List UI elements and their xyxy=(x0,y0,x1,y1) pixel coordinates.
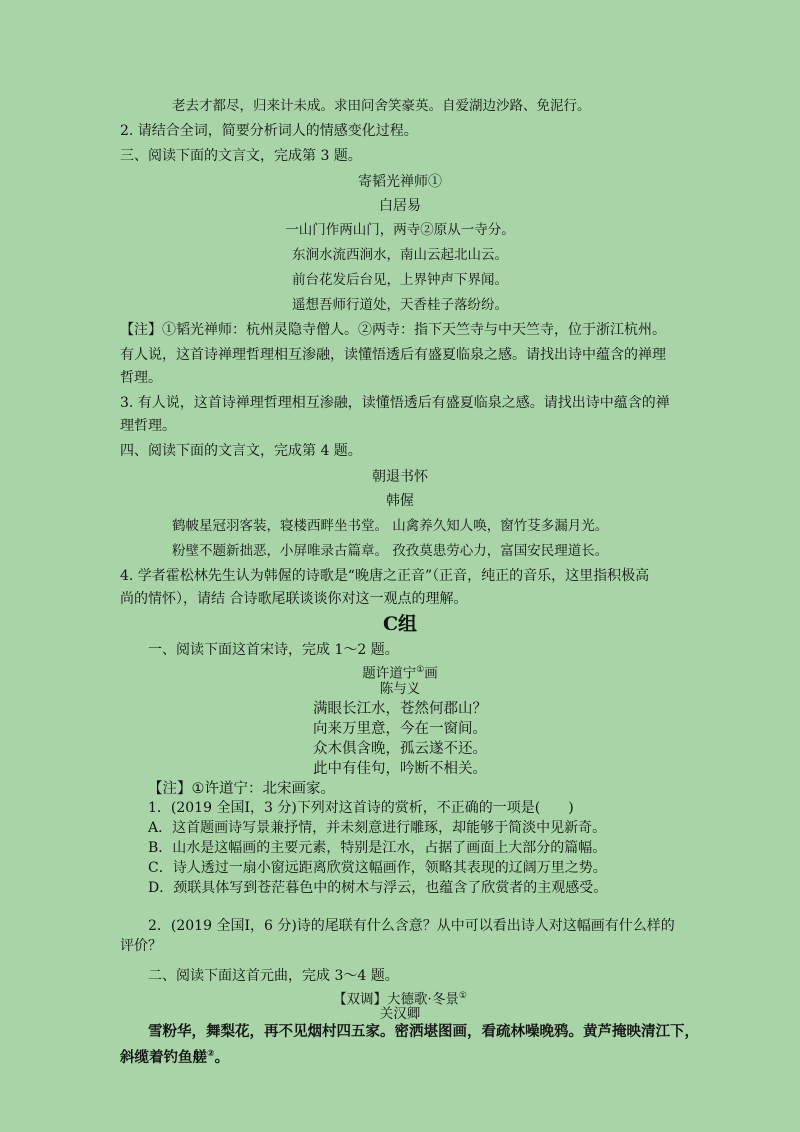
poem1-line-4: 遥想吾师行道处，天香桂子落纷纷。 xyxy=(292,297,508,313)
question-3: 3. 有人说，这首诗禅理哲理相互渗融，读懂悟透后有盛夏临泉之感。请找出诗中蕴含的禅 xyxy=(120,395,670,411)
option-a: A．这首题画诗写景兼抒情，并未刻意进行雕琢，却能够于简淡中见新奇。 xyxy=(148,820,607,836)
question-4: 4. 学者霍松林先生认为韩偓的诗歌是“晚唐之正音”（正音，纯正的音乐，这里指积极高 xyxy=(120,568,650,584)
option-d: D．颈联具体写到苍茫暮色中的树木与浮云，也蕴含了欣赏者的主观感受。 xyxy=(148,880,608,896)
yuan-qu-line-1: 雪粉华，舞梨花，再不见烟村四五家。密洒堪图画，看疏林噪晚鸦。黄芦掩映清江下， xyxy=(148,1024,699,1040)
option-b: B．山水是这幅画的主要元素，特别是江水，占据了画面上大部分的篇幅。 xyxy=(148,840,607,856)
section-4-heading: 四、阅读下面的文言文，完成第 4 题。 xyxy=(120,443,362,459)
song-poem-line-3: 众木俱含晚，孤云遂不还。 xyxy=(313,741,487,757)
yuan-qu-author: 关汉卿 xyxy=(379,1006,421,1022)
song-poem-title-end: 画 xyxy=(424,665,438,682)
poem1-title: 寄韬光禅师① xyxy=(358,174,442,190)
footnote-marker: ② xyxy=(207,1049,215,1059)
song-poem-line-1: 满眼长江水，苍然何郡山？ xyxy=(313,701,487,717)
option-c: C．诗人透过一扇小窗远距离欣赏这幅画作，领略其表现的辽阔万里之势。 xyxy=(148,860,607,876)
poem1-note: 【注】①韬光禅师：杭州灵隐寺僧人。②两寺：指下天竺寺与中天竺寺，位于浙江杭州。 xyxy=(120,322,666,338)
yuan-qu-line-2-end: 。 xyxy=(214,1049,230,1066)
group-c-section-2: 二、阅读下面这首元曲，完成 3～4 题。 xyxy=(148,968,399,984)
poem2-author: 韩偓 xyxy=(386,493,414,509)
section-3-heading: 三、阅读下面的文言文，完成第 3 题。 xyxy=(120,148,362,164)
poem1-paragraph: 有人说，这首诗禅理哲理相互渗融，读懂悟透后有盛夏临泉之感。请找出诗中蕴含的禅理 xyxy=(120,347,666,363)
song-poem-note: 【注】①许道宁：北宋画家。 xyxy=(148,781,335,797)
song-poem-line-2: 向来万里意，今在一窗间。 xyxy=(313,721,487,737)
poem1-line-2: 东涧水流西涧水，南山云起北山云。 xyxy=(292,247,508,263)
poem2-title: 朝退书怀 xyxy=(372,469,428,485)
question-3-cont: 理哲理。 xyxy=(120,418,176,434)
c-question-2-cont: 评价？ xyxy=(120,938,162,954)
poem-tail-line: 老去才都尽，归来计未成。求田问舍笑豪英。自爱湖边沙路、免泥行。 xyxy=(172,98,591,114)
poem1-paragraph-cont: 哲理。 xyxy=(120,370,162,386)
yuan-qu-line-2-text: 斜缆着钓鱼艖 xyxy=(120,1049,207,1066)
c-question-2: 2．(2019 全国Ⅰ，6 分)诗的尾联有什么含意？从中可以看出诗人对这幅画有什么样的 xyxy=(148,918,675,934)
c-question-1: 1．(2019 全国Ⅰ，3 分)下列对这首诗的赏析，不正确的一项是( ) xyxy=(148,800,574,816)
yuan-qu-line-2 xyxy=(120,1044,229,1068)
song-poem-author: 陈与义 xyxy=(379,681,421,697)
song-poem-line-4: 此中有佳句，吟断不相关。 xyxy=(313,761,487,777)
poem1-line-3: 前台花发后台见，上界钟声下界闻。 xyxy=(292,272,508,288)
footnote-marker: ① xyxy=(416,665,425,675)
question-2: 2. 请结合全词，简要分析词人的情感变化过程。 xyxy=(120,123,418,139)
footnote-marker: ① xyxy=(458,991,467,1001)
group-c-section-1: 一、阅读下面这首宋诗，完成 1～2 题。 xyxy=(148,642,399,658)
poem1-author: 白居易 xyxy=(379,198,421,214)
question-4-cont: 尚的情怀），请结 合诗歌尾联谈谈你对这一观点的理解。 xyxy=(120,591,468,607)
song-poem-title-text: 题许道宁 xyxy=(362,665,417,682)
group-c-title: C组 xyxy=(382,613,418,635)
yuan-qu-title-text: 【双调】大德歌·冬景 xyxy=(333,991,459,1008)
poem1-line-1: 一山门作两山门，两寺②原从一寺分。 xyxy=(285,222,515,238)
poem2-line-1: 鹤帔星冠羽客装，寝楼西畔坐书堂。 山禽养久知人唤，窗竹芟多漏月光。 xyxy=(172,518,609,534)
poem2-line-2: 粉壁不题新拙恶，小屏唯录古篇章。 孜孜莫患劳心力，富国安民理道长。 xyxy=(172,543,609,559)
